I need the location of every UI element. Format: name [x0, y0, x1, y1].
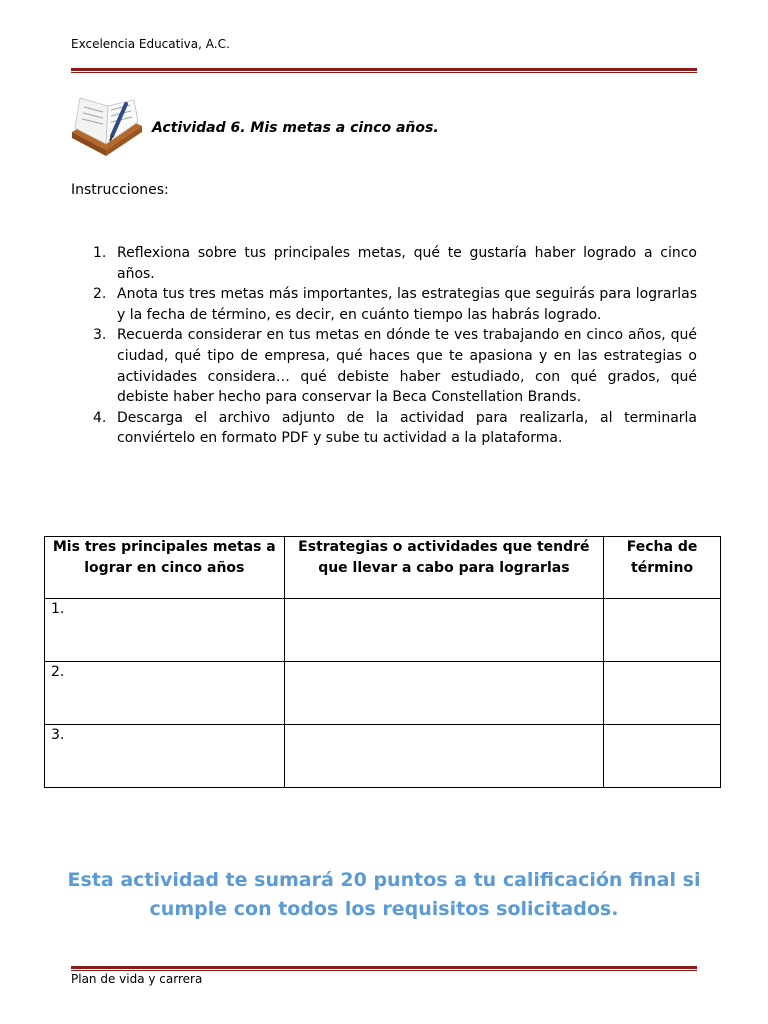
goals-table — [44, 536, 721, 788]
instruction-item — [93, 408, 697, 449]
header-rule — [71, 68, 697, 73]
instructions-list — [71, 243, 697, 449]
open-book-with-pen-icon — [70, 96, 144, 158]
table-row — [45, 662, 721, 725]
table-row — [45, 599, 721, 662]
instruction-text: Anota tus tres metas más importantes, las estrategias que seguirás para lograrlas y la fecha de término, es decir, en cuánto tiempo las habrás logrado. — [117, 286, 697, 323]
goal-cell[interactable]: 3. — [45, 725, 285, 788]
strategy-cell[interactable] — [284, 599, 603, 662]
header-organization: Excelencia Educativa, A.C. — [71, 37, 230, 51]
instruction-number: 3. — [93, 327, 107, 344]
activity-title: Actividad 6. Mis metas a cinco años. — [152, 120, 439, 136]
instruction-item — [93, 243, 697, 284]
instruction-text: Descarga el archivo adjunto de la actividad para realizarla, al terminarla conviértelo en formato PDF y sube tu actividad a la plataforma. — [117, 409, 697, 447]
instruction-number: 2. — [93, 286, 107, 303]
header-goals: Mis tres principales metas a lograr en cinco años — [45, 537, 285, 599]
table-row — [45, 725, 721, 788]
instructions-label: Instrucciones: — [71, 182, 169, 198]
footer-course: Plan de vida y carrera — [71, 972, 203, 986]
grading-note: Esta actividad te sumará 20 puntos a tu calificación final si cumple con todos los requisitos solicitados. — [67, 869, 701, 920]
instruction-number: 4. — [93, 409, 107, 426]
strategy-cell[interactable] — [284, 725, 603, 788]
instruction-item — [93, 284, 697, 325]
instruction-item — [93, 325, 697, 407]
instruction-text: Reflexiona sobre tus principales metas, qué te gustaría haber logrado a cinco años. — [117, 245, 697, 282]
header-end-date: Fecha de término — [604, 537, 721, 599]
strategy-cell[interactable] — [284, 662, 603, 725]
instruction-number: 1. — [93, 245, 107, 261]
header-strategies: Estrategias o actividades que tendré que llevar a cabo para lograrlas — [284, 537, 603, 599]
goal-cell[interactable]: 1. — [45, 599, 285, 662]
table-header-row — [45, 537, 721, 599]
instruction-text: Recuerda considerar en tus metas en dónde te ves trabajando en cinco años, qué ciudad, qué tipo de empresa, qué haces que te apasiona y en las estrategias o actividades considera… qué debiste haber estudiado, con qué grados, qué debiste haber hecho para conservar la Beca Constellation Brands. — [117, 327, 697, 406]
date-cell[interactable] — [604, 725, 721, 788]
date-cell[interactable] — [604, 662, 721, 725]
footer-rule — [71, 966, 697, 971]
goal-cell[interactable]: 2. — [45, 662, 285, 725]
date-cell[interactable] — [604, 599, 721, 662]
